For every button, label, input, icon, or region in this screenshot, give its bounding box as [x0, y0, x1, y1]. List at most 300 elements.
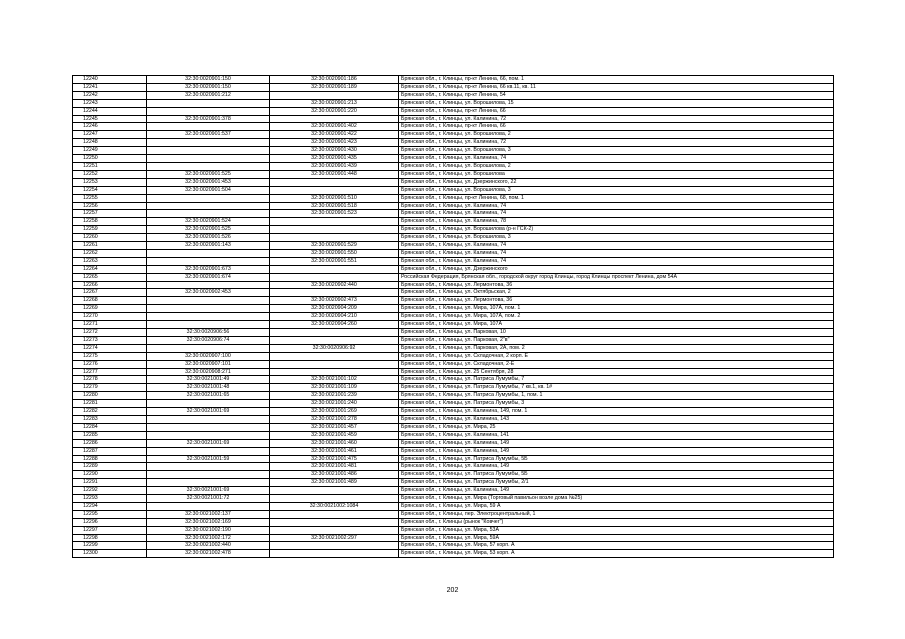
row-number-cell: 12286 [73, 439, 147, 447]
address-cell: Брянская обл., г. Клинцы, ул. Калинина, 74 [399, 242, 834, 250]
building-number-cell: 32:30:0020901:518 [270, 202, 399, 210]
table-row [73, 400, 834, 408]
building-number-cell: 32:30:0020906:92 [270, 344, 399, 352]
building-number-cell [270, 91, 399, 99]
table-row [73, 305, 834, 313]
address-cell: Брянская обл., г. Клинцы (рынок "Ковчег") [399, 518, 834, 526]
building-number-cell: 32:30:0020901:551 [270, 257, 399, 265]
parcel-number-cell: 32:30:0020901:525 [147, 170, 270, 178]
table-row [73, 249, 834, 257]
parcel-number-cell: 32:30:0021002:440 [147, 542, 270, 550]
building-number-cell [270, 115, 399, 123]
row-number-cell: 12290 [73, 471, 147, 479]
row-number-cell: 12255 [73, 194, 147, 202]
row-number-cell: 12240 [73, 76, 147, 84]
table-row [73, 415, 834, 423]
building-number-cell: 32:30:0021002:1084 [270, 502, 399, 510]
address-cell: Брянская обл., г. Клинцы, ул. Лермонтова, 36 [399, 297, 834, 305]
building-number-cell: 32:30:0021001:459 [270, 431, 399, 439]
row-number-cell: 12296 [73, 518, 147, 526]
parcel-number-cell [147, 400, 270, 408]
row-number-cell: 12261 [73, 242, 147, 250]
building-number-cell [270, 360, 399, 368]
parcel-number-cell: 32:30:0021002:172 [147, 534, 270, 542]
address-cell: Брянская обл., г. Клинцы, пр-кт Ленина, 54 [399, 91, 834, 99]
table-row [73, 487, 834, 495]
table-row [73, 107, 834, 115]
parcel-number-cell: 32:30:0021001:69 [147, 487, 270, 495]
building-number-cell: 32:30:0020901:529 [270, 242, 399, 250]
parcel-number-cell: 32:30:0020901:150 [147, 76, 270, 84]
table-row [73, 76, 834, 84]
table-row [73, 495, 834, 503]
building-number-cell: 32:30:0021001:486 [270, 471, 399, 479]
row-number-cell: 12288 [73, 455, 147, 463]
address-cell: Брянская обл., г. Клинцы, ул. Мира, 53А [399, 526, 834, 534]
table-row [73, 321, 834, 329]
address-cell: Брянская обл., г. Клинцы, ул. Калинина, 149 [399, 463, 834, 471]
table-row [73, 463, 834, 471]
row-number-cell: 12247 [73, 131, 147, 139]
address-cell: Брянская обл., г. Клинцы, ул. Ворошилова, 3 [399, 186, 834, 194]
row-number-cell: 12274 [73, 344, 147, 352]
building-number-cell: 32:30:0021001:240 [270, 400, 399, 408]
parcel-number-cell [147, 99, 270, 107]
building-number-cell: 32:30:0020901:435 [270, 155, 399, 163]
row-number-cell: 12272 [73, 329, 147, 337]
table-row [73, 194, 834, 202]
parcel-number-cell [147, 423, 270, 431]
row-number-cell: 12249 [73, 147, 147, 155]
building-number-cell [270, 518, 399, 526]
building-number-cell: 32:30:0021002:297 [270, 534, 399, 542]
row-number-cell: 12279 [73, 384, 147, 392]
building-number-cell [270, 352, 399, 360]
page-number: 202 [446, 587, 459, 594]
row-number-cell: 12263 [73, 257, 147, 265]
parcel-number-cell: 32:30:0020901:526 [147, 234, 270, 242]
row-number-cell: 12253 [73, 178, 147, 186]
address-cell: Брянская обл., г. Клинцы, ул. Лермонтова, 36 [399, 281, 834, 289]
table-row [73, 502, 834, 510]
row-number-cell: 12245 [73, 115, 147, 123]
address-cell: Брянская обл., г. Клинцы, ул. Мира, 57 корп. А [399, 542, 834, 550]
building-number-cell: 32:30:0021001:461 [270, 447, 399, 455]
row-number-cell: 12264 [73, 265, 147, 273]
table-row [73, 510, 834, 518]
table-row [73, 376, 834, 384]
address-cell: Брянская обл., г. Клинцы, пр-кт Ленина, 66, пом. 1 [399, 76, 834, 84]
building-number-cell [270, 273, 399, 281]
parcel-number-cell [147, 431, 270, 439]
parcel-number-cell: 32:30:0021001:72 [147, 495, 270, 503]
row-number-cell: 12242 [73, 91, 147, 99]
address-cell: Брянская обл., г. Клинцы, ул. Калинина, 74 [399, 155, 834, 163]
address-cell: Брянская обл., г. Клинцы, ул. Калинина, 143 [399, 415, 834, 423]
address-cell: Брянская обл., г. Клинцы, ул. Калинина, 149 [399, 439, 834, 447]
table-row [73, 155, 834, 163]
parcel-number-cell: 32:30:0020901:525 [147, 226, 270, 234]
address-cell: Брянская обл., г. Клинцы, ул. Калинина, 74 [399, 249, 834, 257]
table-row [73, 518, 834, 526]
building-number-cell [270, 510, 399, 518]
table-row [73, 360, 834, 368]
table-row [73, 542, 834, 550]
row-number-cell: 12283 [73, 415, 147, 423]
row-number-cell: 12270 [73, 313, 147, 321]
building-number-cell: 32:30:0021001:278 [270, 415, 399, 423]
parcel-number-cell: 32:30:0020901:143 [147, 242, 270, 250]
parcel-number-cell [147, 313, 270, 321]
table-row [73, 281, 834, 289]
parcel-number-cell [147, 344, 270, 352]
table-row [73, 439, 834, 447]
row-number-cell: 12268 [73, 297, 147, 305]
building-number-cell: 32:30:0020901:402 [270, 123, 399, 131]
parcel-number-cell [147, 123, 270, 131]
parcel-number-cell [147, 107, 270, 115]
table-row [73, 99, 834, 107]
address-cell: Брянская обл., г. Клинцы, пер. Электроцентральный, 1 [399, 510, 834, 518]
table-row [73, 91, 834, 99]
address-cell: Брянская обл., г. Клинцы, ул. Ворошилова (р-н ГСК-2) [399, 226, 834, 234]
parcel-number-cell [147, 281, 270, 289]
table-row [73, 123, 834, 131]
table-row [73, 186, 834, 194]
building-number-cell: 32:30:0021001:102 [270, 376, 399, 384]
parcel-number-cell [147, 202, 270, 210]
row-number-cell: 12269 [73, 305, 147, 313]
building-number-cell: 32:30:0020901:439 [270, 162, 399, 170]
parcel-number-cell: 32:30:0020901:378 [147, 115, 270, 123]
building-number-cell [270, 234, 399, 242]
parcel-number-cell [147, 297, 270, 305]
row-number-cell: 12285 [73, 431, 147, 439]
building-number-cell [270, 487, 399, 495]
table-row [73, 408, 834, 416]
row-number-cell: 12265 [73, 273, 147, 281]
row-number-cell: 12298 [73, 534, 147, 542]
address-cell: Брянская обл., г. Клинцы, ул. Дзержинского [399, 265, 834, 273]
table-row [73, 178, 834, 186]
row-number-cell: 12282 [73, 408, 147, 416]
table-row [73, 534, 834, 542]
address-cell: Брянская обл., г. Клинцы, ул. Патриса Лумумбы, 2/1 [399, 479, 834, 487]
parcel-number-cell [147, 502, 270, 510]
table-row [73, 131, 834, 139]
parcel-number-cell: 32:30:0021002:137 [147, 510, 270, 518]
row-number-cell: 12241 [73, 83, 147, 91]
row-number-cell: 12278 [73, 376, 147, 384]
building-number-cell: 32:30:0020901:189 [270, 83, 399, 91]
address-cell: Брянская обл., г. Клинцы, ул. Парковая, 2А, пом. 2 [399, 344, 834, 352]
row-number-cell: 12289 [73, 463, 147, 471]
table-row [73, 313, 834, 321]
building-number-cell: 32:30:0020901:213 [270, 99, 399, 107]
parcel-number-cell [147, 471, 270, 479]
address-cell: Брянская обл., г. Клинцы, ул. Мира, 107А [399, 321, 834, 329]
parcel-number-cell [147, 415, 270, 423]
row-number-cell: 12280 [73, 392, 147, 400]
table-row [73, 297, 834, 305]
address-cell: Брянская обл., г. Клинцы, ул. Патриса Лумумбы, 7 [399, 376, 834, 384]
row-number-cell: 12281 [73, 400, 147, 408]
table-row [73, 115, 834, 123]
row-number-cell: 12254 [73, 186, 147, 194]
row-number-cell: 12260 [73, 234, 147, 242]
parcel-number-cell: 32:30:0020901:674 [147, 273, 270, 281]
row-number-cell: 12277 [73, 368, 147, 376]
building-number-cell [270, 495, 399, 503]
table-row [73, 368, 834, 376]
building-number-cell: 32:30:0021001:489 [270, 479, 399, 487]
building-number-cell: 32:30:0021001:269 [270, 408, 399, 416]
table-row [73, 423, 834, 431]
table-row [73, 83, 834, 91]
address-cell: Брянская обл., г. Клинцы, пр-кт Ленина, 66 [399, 107, 834, 115]
building-number-cell: 32:30:0020904:209 [270, 305, 399, 313]
parcel-number-cell: 32:30:0021001:49 [147, 376, 270, 384]
records-table [72, 75, 834, 558]
address-cell: Брянская обл., г. Клинцы, ул. Патриса Лумумбы, 1, пом. 1 [399, 392, 834, 400]
row-number-cell: 12258 [73, 218, 147, 226]
table-row [73, 257, 834, 265]
address-cell: Брянская обл., г. Клинцы, ул. Патриса Лумумбы, 3 [399, 400, 834, 408]
parcel-number-cell: 32:30:0021002:169 [147, 518, 270, 526]
address-cell: Брянская обл., г. Клинцы, ул. 25 Сентября, 28 [399, 368, 834, 376]
parcel-number-cell [147, 305, 270, 313]
building-number-cell: 32:30:0021001:481 [270, 463, 399, 471]
table-row [73, 336, 834, 344]
parcel-number-cell: 32:30:0020901:453 [147, 178, 270, 186]
table-row [73, 226, 834, 234]
table-row [73, 384, 834, 392]
building-number-cell: 32:30:0021001:460 [270, 439, 399, 447]
address-cell: Брянская обл., г. Клинцы, ул. Ворошилова, 2 [399, 162, 834, 170]
table-row [73, 139, 834, 147]
building-number-cell [270, 550, 399, 558]
row-number-cell: 12292 [73, 487, 147, 495]
parcel-number-cell [147, 194, 270, 202]
building-number-cell: 32:30:0020901:550 [270, 249, 399, 257]
building-number-cell [270, 178, 399, 186]
parcel-number-cell: 32:30:0020906:74 [147, 336, 270, 344]
parcel-number-cell: 32:30:0020906:56 [147, 329, 270, 337]
table-row [73, 234, 834, 242]
row-number-cell: 12257 [73, 210, 147, 218]
address-cell: Брянская обл., г. Клинцы, ул. Парковая, 10 [399, 329, 834, 337]
parcel-number-cell: 32:30:0020907:101 [147, 360, 270, 368]
address-cell: Брянская обл., г. Клинцы, ул. Складочная, 2 корп. Е [399, 352, 834, 360]
table-row [73, 550, 834, 558]
row-number-cell: 12276 [73, 360, 147, 368]
parcel-number-cell [147, 447, 270, 455]
address-cell: Брянская обл., г. Клинцы, ул. Калинина, 72 [399, 115, 834, 123]
table-body [73, 76, 834, 558]
building-number-cell: 32:30:0020901:186 [270, 76, 399, 84]
parcel-number-cell: 32:30:0021001:59 [147, 455, 270, 463]
parcel-number-cell [147, 321, 270, 329]
building-number-cell [270, 368, 399, 376]
building-number-cell: 32:30:0020904:260 [270, 321, 399, 329]
building-number-cell [270, 336, 399, 344]
parcel-number-cell: 32:30:0020907:100 [147, 352, 270, 360]
address-cell: Брянская обл., г. Клинцы, ул. Калинина, 74 [399, 257, 834, 265]
parcel-number-cell: 32:30:0021001:65 [147, 392, 270, 400]
row-number-cell: 12294 [73, 502, 147, 510]
address-cell: Брянская обл., г. Клинцы, ул. Калинина, 149 [399, 487, 834, 495]
table-row [73, 431, 834, 439]
building-number-cell: 32:30:0020901:510 [270, 194, 399, 202]
address-cell: Брянская обл., г. Клинцы, пр-кт Ленина, 66 [399, 123, 834, 131]
parcel-number-cell [147, 463, 270, 471]
address-cell: Брянская обл., г. Клинцы, ул. Октябрьская, 2 [399, 289, 834, 297]
building-number-cell [270, 289, 399, 297]
table-row [73, 447, 834, 455]
address-cell: Брянская обл., г. Клинцы, ул. Калинина, 74 [399, 210, 834, 218]
table-row [73, 526, 834, 534]
building-number-cell: 32:30:0020904:210 [270, 313, 399, 321]
building-number-cell: 32:30:0020901:422 [270, 131, 399, 139]
table-row [73, 329, 834, 337]
building-number-cell: 32:30:0020902:473 [270, 297, 399, 305]
table-row [73, 479, 834, 487]
row-number-cell: 12295 [73, 510, 147, 518]
address-cell: Брянская обл., г. Клинцы, ул. Мира (Торговый павильон возле дома №25) [399, 495, 834, 503]
row-number-cell: 12297 [73, 526, 147, 534]
parcel-number-cell [147, 155, 270, 163]
building-number-cell: 32:30:0020901:220 [270, 107, 399, 115]
address-cell: Брянская обл., г. Клинцы, ул. Калинина, 74 [399, 202, 834, 210]
table-row [73, 265, 834, 273]
table-row [73, 344, 834, 352]
row-number-cell: 12243 [73, 99, 147, 107]
building-number-cell: 32:30:0021001:475 [270, 455, 399, 463]
row-number-cell: 12300 [73, 550, 147, 558]
address-cell: Брянская обл., г. Клинцы, ул. Мира, 107А, пом. 1 [399, 305, 834, 313]
parcel-number-cell: 32:30:0020908:271 [147, 368, 270, 376]
table-row [73, 147, 834, 155]
address-cell: Брянская обл., г. Клинцы, ул. Дзержинского, 22 [399, 178, 834, 186]
building-number-cell [270, 526, 399, 534]
building-number-cell: 32:30:0020901:448 [270, 170, 399, 178]
parcel-number-cell: 32:30:0020901:524 [147, 218, 270, 226]
row-number-cell: 12259 [73, 226, 147, 234]
row-number-cell: 12250 [73, 155, 147, 163]
table-row [73, 273, 834, 281]
address-cell: Брянская обл., г. Клинцы, пр-кт Ленина, 66 кв.11, кв. 11 [399, 83, 834, 91]
parcel-number-cell: 32:30:0021001:48 [147, 384, 270, 392]
row-number-cell: 12267 [73, 289, 147, 297]
address-cell: Брянская обл., г. Клинцы, ул. Патриса Лумумбы, 5Б [399, 471, 834, 479]
address-cell: Брянская обл., г. Клинцы, ул. Мира, 25 [399, 423, 834, 431]
address-cell: Брянская обл., г. Клинцы, ул. Парковая, 2"в" [399, 336, 834, 344]
address-cell: Брянская обл., г. Клинцы, ул. Складочная, 2-Е [399, 360, 834, 368]
row-number-cell: 12291 [73, 479, 147, 487]
parcel-number-cell [147, 257, 270, 265]
address-cell: Брянская обл., г. Клинцы, ул. Калинина, 72 [399, 139, 834, 147]
address-cell: Брянская обл., г. Клинцы, ул. Мира, 59А [399, 534, 834, 542]
row-number-cell: 12299 [73, 542, 147, 550]
building-number-cell: 32:30:0020901:423 [270, 139, 399, 147]
address-cell: Брянская обл., г. Клинцы, ул. Мира, 59 А [399, 502, 834, 510]
address-cell: Брянская обл., г. Клинцы, ул. Патриса Лумумбы, 7 кв.1, кв. 1# [399, 384, 834, 392]
row-number-cell: 12256 [73, 202, 147, 210]
address-cell: Брянская обл., г. Клинцы, ул. Ворошилова, 15 [399, 99, 834, 107]
table-row [73, 202, 834, 210]
address-cell: Брянская обл., г. Клинцы, ул. Ворошилова, 2 [399, 131, 834, 139]
address-cell: Брянская обл., г. Клинцы, ул. Калинина, 149 [399, 447, 834, 455]
address-cell: Брянская обл., г. Клинцы, ул. Ворошилова, 3 [399, 234, 834, 242]
address-cell: Брянская обл., г. Клинцы, ул. Ворошилова, 3 [399, 147, 834, 155]
table-row [73, 242, 834, 250]
row-number-cell: 12266 [73, 281, 147, 289]
parcel-number-cell: 32:30:0020901:150 [147, 83, 270, 91]
row-number-cell: 12271 [73, 321, 147, 329]
row-number-cell: 12244 [73, 107, 147, 115]
parcel-number-cell: 32:30:0021002:190 [147, 526, 270, 534]
building-number-cell [270, 542, 399, 550]
parcel-number-cell: 32:30:0020901:212 [147, 91, 270, 99]
building-number-cell [270, 329, 399, 337]
parcel-number-cell [147, 249, 270, 257]
table-row [73, 162, 834, 170]
building-number-cell: 32:30:0020902:440 [270, 281, 399, 289]
address-cell: Брянская обл., г. Клинцы, ул. Калинина, 149, пом. 1 [399, 408, 834, 416]
address-cell: Брянская обл., г. Клинцы, ул. Мира, 53 корп. А [399, 550, 834, 558]
parcel-number-cell: 32:30:0020902:453 [147, 289, 270, 297]
table-row [73, 471, 834, 479]
row-number-cell: 12273 [73, 336, 147, 344]
table-row [73, 392, 834, 400]
address-cell: Брянская обл., г. Клинцы, ул. Ворошилова [399, 170, 834, 178]
table-row [73, 170, 834, 178]
row-number-cell: 12251 [73, 162, 147, 170]
row-number-cell: 12275 [73, 352, 147, 360]
building-number-cell: 32:30:0020901:523 [270, 210, 399, 218]
row-number-cell: 12246 [73, 123, 147, 131]
table-row [73, 455, 834, 463]
row-number-cell: 12287 [73, 447, 147, 455]
row-number-cell: 12262 [73, 249, 147, 257]
address-cell: Брянская обл., г. Клинцы, ул. Мира, 107А, пом. 2 [399, 313, 834, 321]
parcel-number-cell: 32:30:0020901:537 [147, 131, 270, 139]
address-cell: Брянская обл., г. Клинцы, ул. Калинина, 141 [399, 431, 834, 439]
building-number-cell: 32:30:0020901:430 [270, 147, 399, 155]
parcel-number-cell [147, 210, 270, 218]
building-number-cell [270, 265, 399, 273]
address-cell: Брянская обл., г. Клинцы, ул. Патриса Лумумбы, 5Б [399, 455, 834, 463]
row-number-cell: 12248 [73, 139, 147, 147]
row-number-cell: 12284 [73, 423, 147, 431]
parcel-number-cell [147, 147, 270, 155]
building-number-cell: 32:30:0021001:109 [270, 384, 399, 392]
parcel-number-cell: 32:30:0020901:504 [147, 186, 270, 194]
row-number-cell: 12252 [73, 170, 147, 178]
table-row [73, 218, 834, 226]
parcel-number-cell [147, 162, 270, 170]
row-number-cell: 12293 [73, 495, 147, 503]
parcel-number-cell [147, 479, 270, 487]
building-number-cell [270, 226, 399, 234]
parcel-number-cell: 32:30:0021001:69 [147, 439, 270, 447]
building-number-cell: 32:30:0021001:239 [270, 392, 399, 400]
building-number-cell: 32:30:0021001:457 [270, 423, 399, 431]
parcel-number-cell [147, 139, 270, 147]
parcel-number-cell: 32:30:0021001:69 [147, 408, 270, 416]
address-cell: Брянская обл., г. Клинцы, ул. Калинина, 78 [399, 218, 834, 226]
address-cell: Российская Федерация, Брянская обл., городской округ город Клинцы, город Клинцы проспект Ленина, дом 54А [399, 273, 834, 281]
